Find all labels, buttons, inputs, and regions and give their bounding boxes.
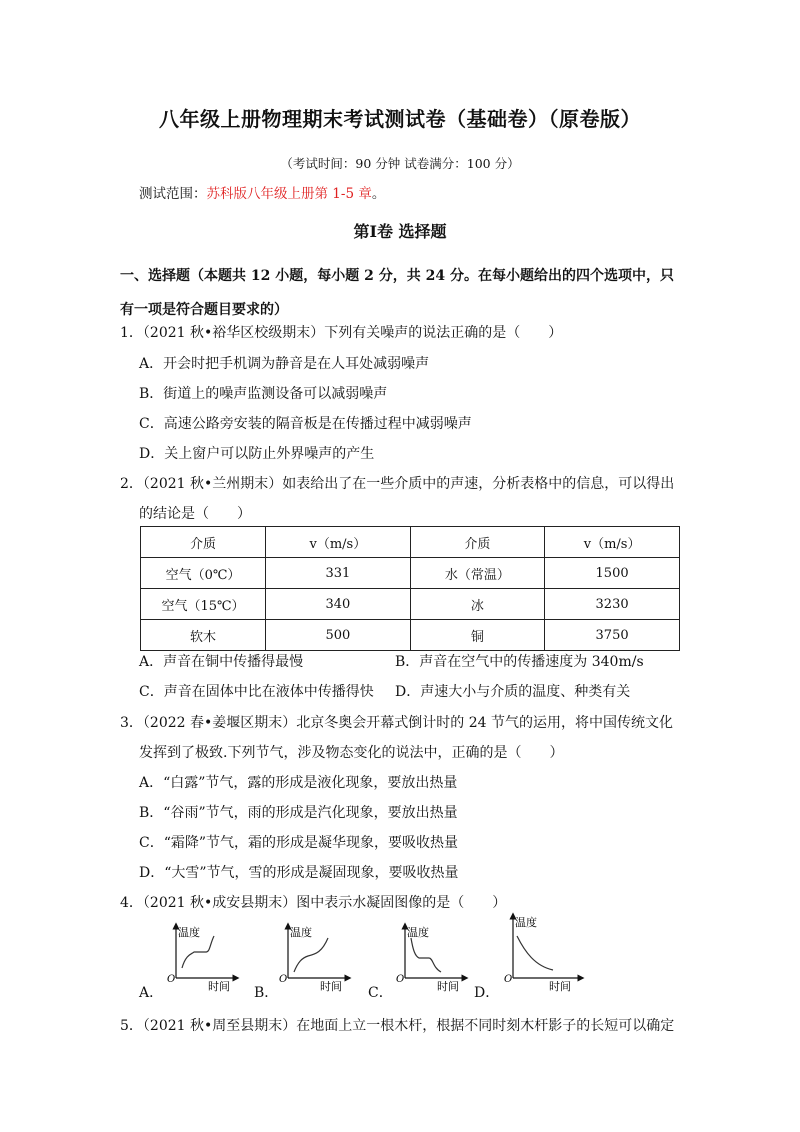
graph-c-label: C． <box>368 985 393 1001</box>
table-cell: 1500 <box>545 558 680 589</box>
question-1-option-a: A．开会时把手机调为静音是在人耳处减弱噪声 <box>139 356 430 372</box>
table-cell: 3750 <box>545 620 680 651</box>
graph-d-ylabel: 温度 <box>515 916 537 929</box>
graph-d-curve <box>497 912 587 992</box>
graph-c-origin: O <box>396 974 405 985</box>
graph-d-xlabel: 时间 <box>549 980 571 992</box>
test-range-value: 苏科版八年级上册第 1-5 章 <box>206 186 372 202</box>
table-cell: 331 <box>266 558 411 589</box>
table-cell: 空气（15℃） <box>141 589 266 620</box>
exam-info: （考试时间：90 分钟 试卷满分：100 分） <box>280 156 520 171</box>
question-3-stem: 3．（2022 春•姜堰区期末）北京冬奥会开幕式倒计时的 24 节气的运用，将中国传统文化 <box>120 715 673 731</box>
graph-a-origin: O <box>167 974 176 985</box>
test-range-end: 。 <box>371 186 386 202</box>
question-2-stem: 2．（2021 秋•兰州期末）如表给出了在一些介质中的声速，分析表格中的信息，可以得出 <box>120 476 675 492</box>
table-cell: 水（常温） <box>410 558 544 589</box>
graph-c <box>389 922 469 992</box>
question-2-option-c: C．声音在固体中比在液体中传播得快 <box>139 684 374 700</box>
question-2-option-b: B．声音在空气中的传播速度为 340m/s <box>395 654 644 670</box>
graph-a <box>160 922 240 992</box>
part-title: 一、选择题（本题共 12 小题，每小题 2 分，共 24 分。在每小题给出的四个选项中，只有一项是符合题目要求的） <box>120 268 674 318</box>
graph-a-xlabel: 时间 <box>208 980 230 992</box>
table-header-row <box>141 527 680 558</box>
question-5-stem: 5．（2021 秋•周至县期末）在地面上立一根木杆，根据不同时刻木杆影子的长短可以确定 <box>120 1018 675 1034</box>
question-3-option-b: B．“谷雨”节气，雨的形成是汽化现象，要放出热量 <box>139 805 458 821</box>
question-4-stem: 4．（2021 秋•成安县期末）图中表示水凝固图像的是（ ） <box>120 895 507 911</box>
question-2-option-a: A．声音在铜中传播得最慢 <box>139 654 304 670</box>
table-row <box>141 589 680 620</box>
test-range-label: 测试范围： <box>139 186 207 202</box>
question-1-option-c: C．高速公路旁安装的隔音板是在传播过程中减弱噪声 <box>139 416 472 432</box>
graph-c-curve <box>389 922 469 992</box>
table-header-cell: v（m/s） <box>266 527 411 558</box>
question-3-option-a: A．“白露”节气，露的形成是液化现象，要放出热量 <box>139 775 458 791</box>
graph-a-curve <box>160 922 240 992</box>
section-title: 第Ⅰ卷 选择题 <box>353 222 447 241</box>
table-header-cell: v（m/s） <box>545 527 680 558</box>
question-3-option-d: D．“大雪”节气，雪的形成是凝固现象，要吸收热量 <box>139 865 459 881</box>
graph-b-origin: O <box>279 974 288 985</box>
question-1-stem: 1．（2021 秋•裕华区校级期末）下列有关噪声的说法正确的是（ ） <box>120 325 563 341</box>
page-title: 八年级上册物理期末考试测试卷（基础卷）（原卷版） <box>159 107 641 131</box>
table-row <box>141 620 680 651</box>
graph-d-origin: O <box>504 974 513 985</box>
graph-c-xlabel: 时间 <box>437 980 459 992</box>
table-cell: 软木 <box>141 620 266 651</box>
table-cell: 500 <box>266 620 411 651</box>
graph-a-label: A． <box>139 985 164 1001</box>
graph-b-xlabel: 时间 <box>320 980 342 992</box>
sound-speed-table <box>140 526 680 651</box>
graph-b <box>272 922 352 992</box>
question-1-option-d: D．关上窗户可以防止外界噪声的产生 <box>139 446 375 462</box>
test-range <box>139 182 385 202</box>
graph-a-ylabel: 温度 <box>178 926 200 939</box>
table-cell: 空气（0℃） <box>141 558 266 589</box>
question-1-option-b: B．街道上的噪声监测设备可以减弱噪声 <box>139 386 388 402</box>
table-cell: 340 <box>266 589 411 620</box>
table-cell: 3230 <box>545 589 680 620</box>
question-2-stem-cont: 的结论是（ ） <box>139 506 251 522</box>
table-cell: 冰 <box>410 589 544 620</box>
table-cell: 铜 <box>410 620 544 651</box>
graph-b-curve <box>272 922 352 992</box>
graph-b-ylabel: 温度 <box>290 926 312 939</box>
table-row <box>141 558 680 589</box>
table-header-cell: 介质 <box>410 527 544 558</box>
graph-c-ylabel: 温度 <box>407 926 429 939</box>
graph-b-label: B． <box>254 985 279 1001</box>
graph-d-label: D． <box>474 985 500 1001</box>
table-header-cell: 介质 <box>141 527 266 558</box>
question-3-stem-cont: 发挥到了极致.下列节气，涉及物态变化的说法中，正确的是（ ） <box>139 745 564 761</box>
question-2-option-d: D．声速大小与介质的温度、种类有关 <box>395 684 631 700</box>
question-3-option-c: C．“霜降”节气，霜的形成是凝华现象，要吸收热量 <box>139 835 459 851</box>
graph-d <box>497 912 587 992</box>
